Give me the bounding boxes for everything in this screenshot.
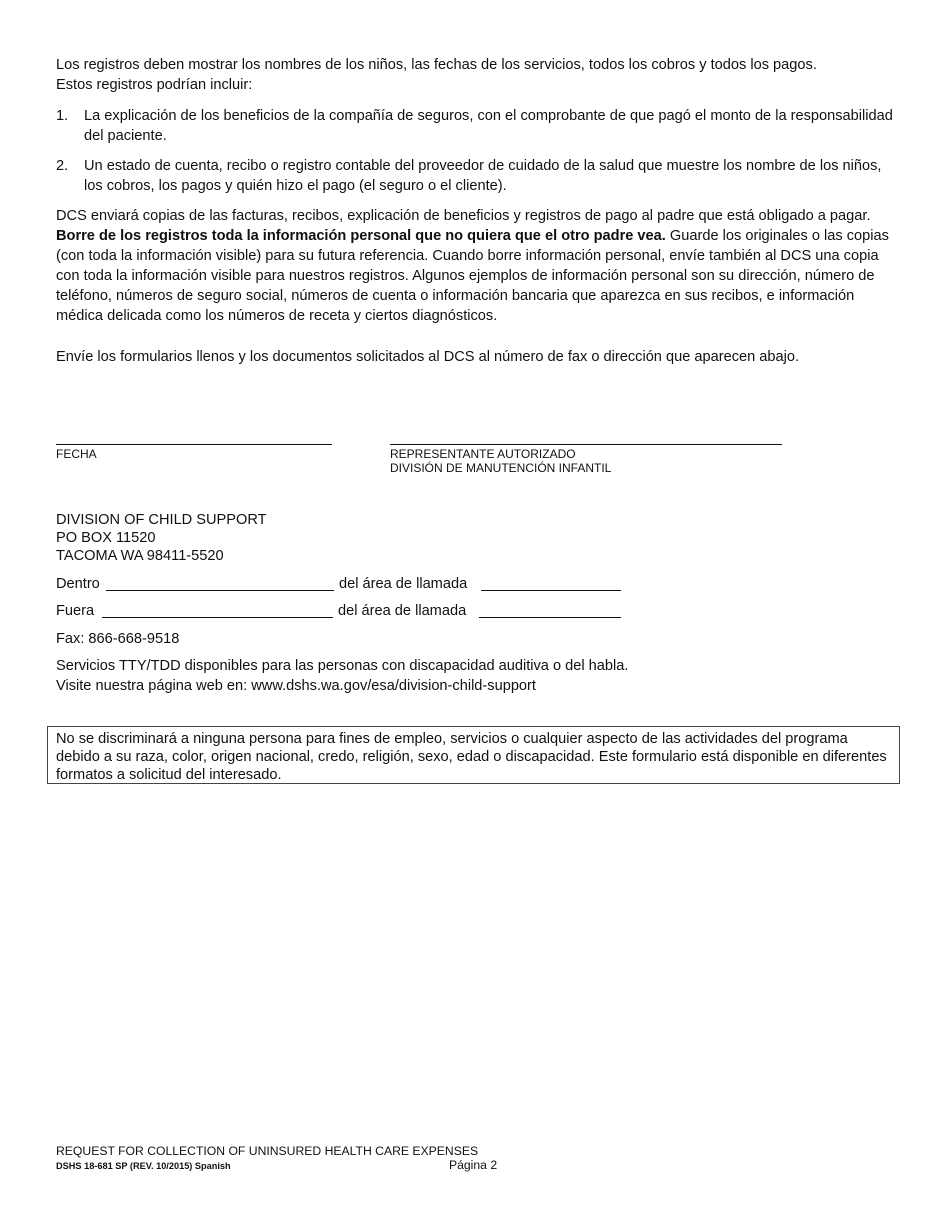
inside-label: Dentro	[56, 576, 100, 592]
list-item-2	[56, 156, 896, 196]
address-line-2: PO BOX 11520	[56, 530, 156, 546]
nondiscrimination-notice: No se discriminará a ninguna persona para fines de empleo, servicios o cualquier aspecto de las actividades del programa debido a su raza, color, origen nacional, credo, religión, sexo, edad o discapacidad. Este formulario está disponible en diferentes formatos a solicitud del interesado.	[47, 726, 900, 784]
inside-phone-blank[interactable]	[106, 590, 334, 591]
fax-number: Fax: 866-668-9518	[56, 631, 180, 647]
website-line: Visite nuestra página web en: www.dshs.wa.gov/esa/division-child-support	[56, 678, 536, 694]
list-number: 2.	[56, 158, 69, 174]
footer-form-id: DSHS 18-681 SP (REV. 10/2015) Spanish	[56, 1161, 231, 1171]
list-text: La explicación de los beneficios de la compañía de seguros, con el comprobante de que pagó el monto de la responsabilidad del paciente.	[84, 108, 893, 144]
intro-paragraph	[56, 55, 896, 95]
representative-label-line-1: REPRESENTANTE AUTORIZADO	[390, 447, 576, 461]
footer-page-number: Página 2	[449, 1158, 498, 1172]
outside-area-blank[interactable]	[479, 617, 621, 618]
phone-outside-row	[56, 601, 656, 621]
address-line-3: TACOMA WA 98411-5520	[56, 548, 224, 564]
send-instructions: Envíe los formularios llenos y los documentos solicitados al DCS al número de fax o dirección que aparecen abajo.	[56, 349, 800, 365]
records-paragraph	[56, 206, 901, 326]
address-line-1: DIVISION OF CHILD SUPPORT	[56, 512, 267, 528]
footer-form-title: REQUEST FOR COLLECTION OF UNINSURED HEALTH CARE EXPENSES	[56, 1144, 479, 1158]
intro-line-1: Los registros deben mostrar los nombres de los niños, las fechas de los servicios, todos los cobros y todos los pagos.	[56, 57, 817, 73]
records-text-end: Guarde los originales o las copias (con toda la información visible) para su futura referencia. Cuando borre información personal, envíe también al DCS una copia con toda la información visible para nuestros registros. Algunos ejemplos de información personal son su dirección, número de teléfono, números de seguro social, números de cuenta o información bancaria que aparezca en sus recibos, e información médica delicada como los números de receta y ciertos diagnósticos.	[56, 228, 889, 324]
tty-line: Servicios TTY/TDD disponibles para las personas con discapacidad auditiva o del habla.	[56, 658, 629, 674]
date-label: FECHA	[56, 447, 97, 461]
representative-signature-line[interactable]	[390, 444, 782, 445]
inside-area-label: del área de llamada	[339, 576, 468, 592]
outside-area-label: del área de llamada	[338, 603, 467, 619]
inside-area-blank[interactable]	[481, 590, 621, 591]
mailing-address	[56, 511, 267, 565]
list-text: Un estado de cuenta, recibo o registro contable del proveedor de cuidado de la salud que muestre los nombre de los niños, los cobros, los pagos y quién hizo el pago (el seguro o el cliente).	[84, 158, 882, 194]
records-text-start: DCS enviará copias de las facturas, recibos, explicación de beneficios y registros de pago al padre que está obligado a pagar.	[56, 208, 871, 224]
tty-info	[56, 656, 906, 696]
date-signature-line[interactable]	[56, 444, 332, 445]
phone-inside-row	[56, 574, 656, 594]
representative-label	[390, 447, 611, 475]
representative-label-line-2: DIVISIÓN DE MANUTENCIÓN INFANTIL	[390, 461, 612, 475]
list-number: 1.	[56, 108, 69, 124]
list-item-1	[56, 106, 896, 146]
intro-line-2: Estos registros podrían incluir:	[56, 77, 253, 93]
outside-label: Fuera	[56, 603, 95, 619]
records-bold-warning: Borre de los registros toda la información personal que no quiera que el otro padre vea.	[56, 228, 666, 244]
outside-phone-blank[interactable]	[102, 617, 333, 618]
